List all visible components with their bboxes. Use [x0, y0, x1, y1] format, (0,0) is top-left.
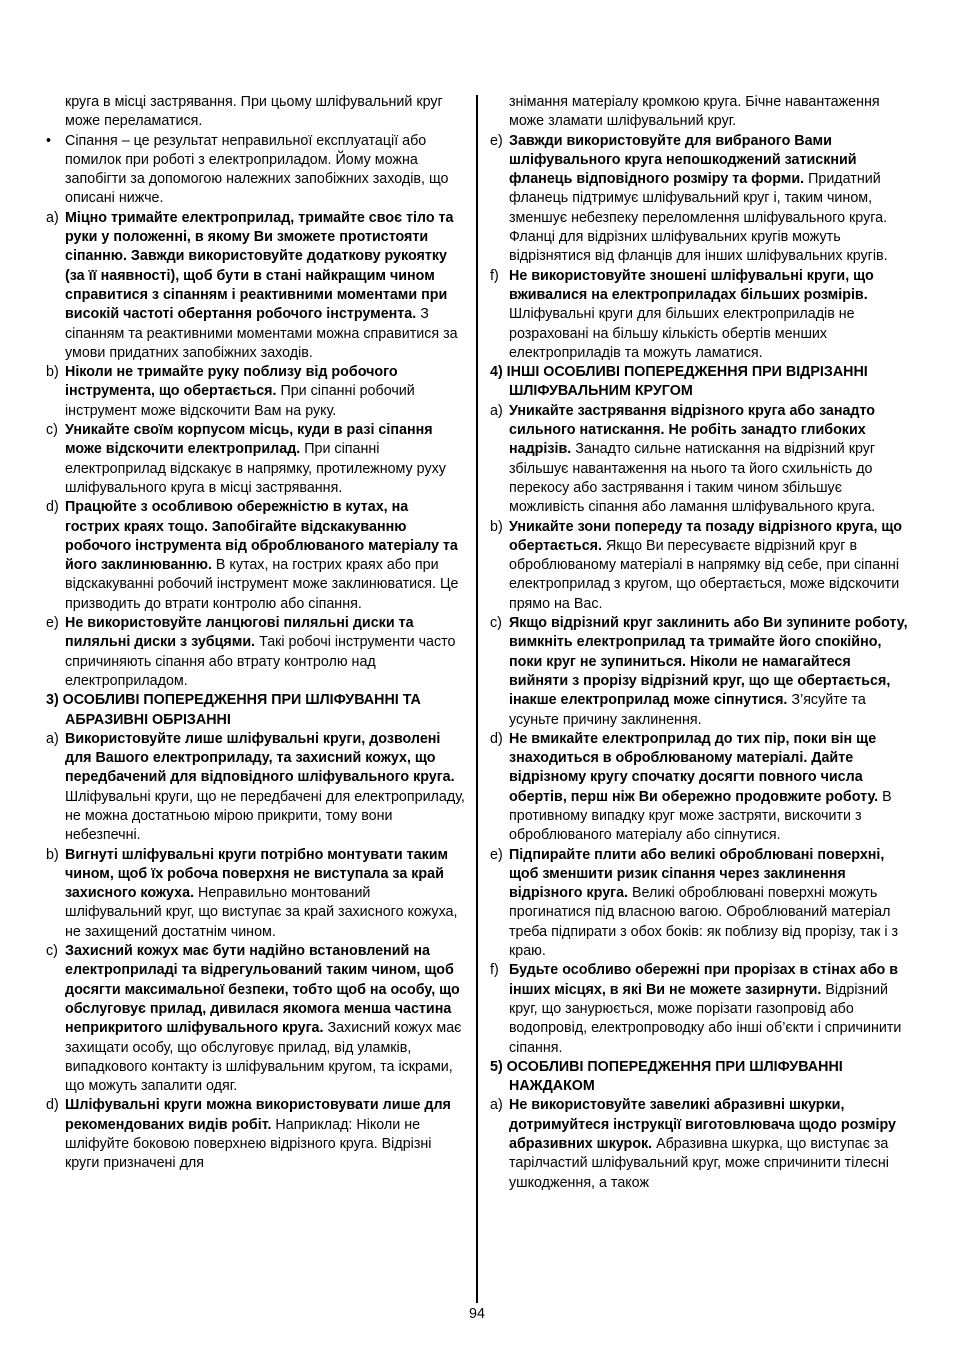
list-marker: d): [490, 730, 503, 747]
paragraph-text: При сіпанні електроприлад відскакує в напрямку, протилежному руху шліфувального круга в місці застрявання.: [65, 441, 446, 496]
list-marker: d): [46, 499, 59, 516]
bold-instruction: Уникайте застрявання відрізного круга або занадто сильного натискання. Не робіть занадто глибоких надрізів.: [509, 402, 876, 458]
paragraph: [490, 93, 912, 132]
paragraph-text: З сіпанням та реактивними моментами можна справитися за умови придатних запобіжних заходів.: [65, 306, 458, 361]
bold-instruction: Підпирайте плити або великі оброблювані поверхні, щоб зменшити ризик сіпання через заклинення відрізного круга.: [509, 846, 885, 902]
paragraph-text: Шліфувальні круги, що не передбачені для електроприладу, не можна достатньою мірою прикрити, тому вони небезпечні.: [65, 788, 465, 844]
list-marker: a): [46, 730, 59, 747]
bold-instruction: Шліфувальні круги можна використовувати лише для рекомендованих видів робіт.: [65, 1097, 451, 1133]
paragraph: [46, 363, 466, 421]
list-marker: b): [490, 518, 503, 535]
paragraph-text: З’ясуйте та усуньте причину заклинення.: [509, 692, 866, 728]
paragraph: [46, 209, 466, 363]
list-marker: a): [46, 209, 59, 226]
bold-instruction: Не використовуйте ланцюгові пиляльні диски та пиляльні диски з зубцями.: [65, 615, 414, 651]
list-marker: •: [46, 132, 52, 149]
paragraph-text: знімання матеріалу кромкою круга. Бічне навантаження може зламати шліфувальний круг.: [509, 94, 880, 130]
bold-instruction: Якщо відрізний круг заклинить або Ви зупините роботу, вимкніть електроприлад та тримайте його спокійно, поки круг не зупиниться. Ніколи не намагайтеся вийняти з прорізу відрізний круг, що ще обертається, інакше електроприлад може сіпнутися.: [509, 615, 908, 709]
list-marker: c): [46, 422, 58, 439]
paragraph-text: Сіпання – це результат неправильної експлуатації або помилок при роботі з електроприладом. Йому можна запобігти за допомогою належних запобіжних заходів, що описані нижче.: [65, 132, 449, 207]
paragraph: [46, 498, 466, 614]
bold-instruction: Не вмикайте електроприлад до тих пір, поки він ще знаходиться в оброблюваному матеріалі. Дайте відрізному кругу спочатку досягти повного числа обертів, перш ніж Ви обережно продовжите роботу.: [509, 730, 879, 805]
paragraph-text: В противному випадку круг може застряти, вискочити з оброблюваного матеріалу або сіпнутися.: [509, 788, 892, 844]
list-marker: c): [490, 615, 502, 632]
paragraph: [46, 132, 466, 209]
paragraph: [490, 267, 912, 363]
bold-instruction: Вигнуті шліфувальні круги потрібно монтувати таким чином, щоб їх робоча поверхня не виступала за край захисного кожуха.: [65, 846, 449, 902]
bold-instruction: Захисний кожух має бути надійно встановлений на електроприладі та відрегульований таким чином, щоб досягти максимальної безпеки, тобто щоб на особу, що обслуговує прилад, дивилася якомога менша частина неприкритого шліфувального круга.: [65, 943, 460, 1037]
right-column: [490, 93, 912, 1193]
bold-instruction: Уникайте своїм корпусом місць, куди в разі сіпання може відскочити електроприлад.: [65, 422, 433, 458]
paragraph: [490, 518, 912, 614]
list-marker: e): [490, 132, 503, 149]
paragraph: [490, 402, 912, 518]
list-marker: a): [490, 1097, 503, 1114]
paragraph: [46, 1096, 466, 1173]
paragraph-text: Наприклад: Ніколи не шліфуйте боковою поверхнею відрізного круга. Відрізні круги призначені для: [65, 1116, 432, 1172]
bold-instruction: Завжди використовуйте для вибраного Вами шліфувального круга непошкоджений затискний фланець відповідного розміру та форми.: [509, 132, 857, 188]
list-marker: a): [490, 402, 503, 419]
paragraph: [490, 1096, 912, 1192]
paragraph: [46, 421, 466, 498]
list-marker: e): [490, 846, 503, 863]
paragraph-text: круга в місці застрявання. При цьому шліфувальний круг може переламатися.: [65, 94, 443, 130]
column-divider: [476, 95, 478, 1303]
left-column: [46, 93, 466, 1174]
page-number: 94: [469, 1306, 485, 1322]
paragraph-text: Такі робочі інструменти часто спричиняють сіпання або втрату контролю над електроприладом.: [65, 634, 456, 689]
section-heading: 4) ІНШІ ОСОБЛИВІ ПОПЕРЕДЖЕННЯ ПРИ ВІДРІЗАННІ ШЛІФУВАЛЬНИМ КРУГОМ: [490, 364, 868, 400]
paragraph-text: При сіпанні робочий інструмент може відскочити Вам на руку.: [65, 383, 415, 419]
paragraph: [490, 961, 912, 1057]
paragraph: [46, 942, 466, 1096]
paragraph-text: Занадто сильне натискання на відрізний круг збільшує навантаження на нього та його схильність до перекосу або застрявання і таким чином збільшує можливість сіпання або ламання шліфувального круга.: [509, 441, 876, 516]
bold-instruction: Не використовуйте завеликі абразивні шкурки, дотримуйтеся інструкції виготовлювача щодо розміру абразивних шкурок.: [509, 1097, 896, 1153]
bold-instruction: Не використовуйте зношені шліфувальні круги, що вживалися на електроприладах більших розмірів.: [509, 267, 874, 303]
paragraph-text: В кутах, на гострих краях або при відскакуванні робочий інструмент може заклинюватися. Це призводить до втрати контролю або сіпання.: [65, 557, 459, 612]
list-marker: b): [46, 846, 59, 863]
bold-instruction: Міцно тримайте електроприлад, тримайте своє тіло та руки у положенні, в якому Ви зможете протистояти сіпанню. Завжди використовуйте додаткову рукоятку (за її наявності), щоб бути в стані найкращим чином справитися з сіпанням і реактивними моментами при високій частоті обертання робочого інструмента.: [65, 209, 454, 323]
list-marker: d): [46, 1097, 59, 1114]
paragraph: [490, 614, 912, 730]
bold-instruction: Ніколи не тримайте руку поблизу від робочого інструмента, що обертається.: [65, 364, 398, 400]
bold-instruction: Уникайте зони попереду та позаду відрізного круга, що обертається.: [509, 518, 903, 554]
paragraph-text: Великі оброблювані поверхні можуть прогинатися під власною вагою. Оброблюваний матеріал треба підпирати з обох боків: як поблизу від прорізу, так і з краю.: [509, 885, 899, 960]
list-marker: e): [46, 615, 59, 632]
section-heading: 5) ОСОБЛИВІ ПОПЕРЕДЖЕННЯ ПРИ ШЛІФУВАННІ НАЖДАКОМ: [490, 1058, 843, 1095]
paragraph-text: Якщо Ви пересуваєте відрізний круг в оброблюваному матеріалі в напрямку від себе, при сіпанні електроприлад з кругом, що обертається, може відскочити прямо на Вас.: [509, 537, 900, 612]
paragraph: [46, 93, 466, 132]
paragraph: [46, 730, 466, 846]
paragraph-text: Шліфувальні круги для більших електроприладів не розраховані на більшу кількість обертів менших електроприладів та можуть ламатися.: [509, 306, 855, 361]
paragraph-text: Абразивна шкурка, що виступає за тарілчастий шліфувальний круг, може спричинити тілесні ушкодження, а також: [509, 1136, 889, 1191]
list-marker: b): [46, 364, 59, 381]
paragraph-text: Захисний кожух має захищати особу, що обслуговує прилад, від уламків, випадкового контакту із шліфувальним кругом, та іскрами, що можуть запалити одяг.: [65, 1020, 462, 1095]
bold-instruction: Працюйте з особливою обережністю в кутах, на гострих краях тощо. Запобігайте відскакуванню робочого інструмента від оброблюваного матеріалу та його заклинюванню.: [65, 499, 458, 574]
list-marker: f): [490, 962, 499, 979]
paragraph: [490, 132, 912, 267]
section-heading: 3) ОСОБЛИВІ ПОПЕРЕДЖЕННЯ ПРИ ШЛІФУВАННІ ТА АБРАЗИВНІ ОБРІЗАННІ: [46, 692, 421, 728]
paragraph: [46, 846, 466, 942]
paragraph: [46, 614, 466, 691]
paragraph: [490, 846, 912, 962]
list-marker: f): [490, 267, 499, 284]
bold-instruction: Використовуйте лише шліфувальні круги, дозволені для Вашого електроприладу, та захисний кожух, що передбачений для відповідного шліфувального круга.: [65, 730, 455, 786]
bold-instruction: Будьте особливо обережні при прорізах в стінах або в інших місцях, в які Ви не можете зазирнути.: [509, 962, 899, 998]
paragraph: [490, 730, 912, 846]
paragraph-text: Придатний фланець підтримує шліфувальний круг і, таким чином, зменшує небезпеку переломлення шліфувального круга. Фланці для відрізних шліфувальних кругів можуть відрізнятися від фланців для інших шліфувальних кругів.: [509, 171, 888, 265]
paragraph-text: Неправильно монтований шліфувальний круг, що виступає за край захисного кожуха, не захищений достатнім чином.: [65, 885, 458, 940]
list-marker: c): [46, 943, 58, 960]
paragraph-text: Відрізний круг, що занурюється, може порізати газопровід або водопровід, електропроводку або інші об’єкти і спричинити сіпання.: [509, 981, 902, 1056]
